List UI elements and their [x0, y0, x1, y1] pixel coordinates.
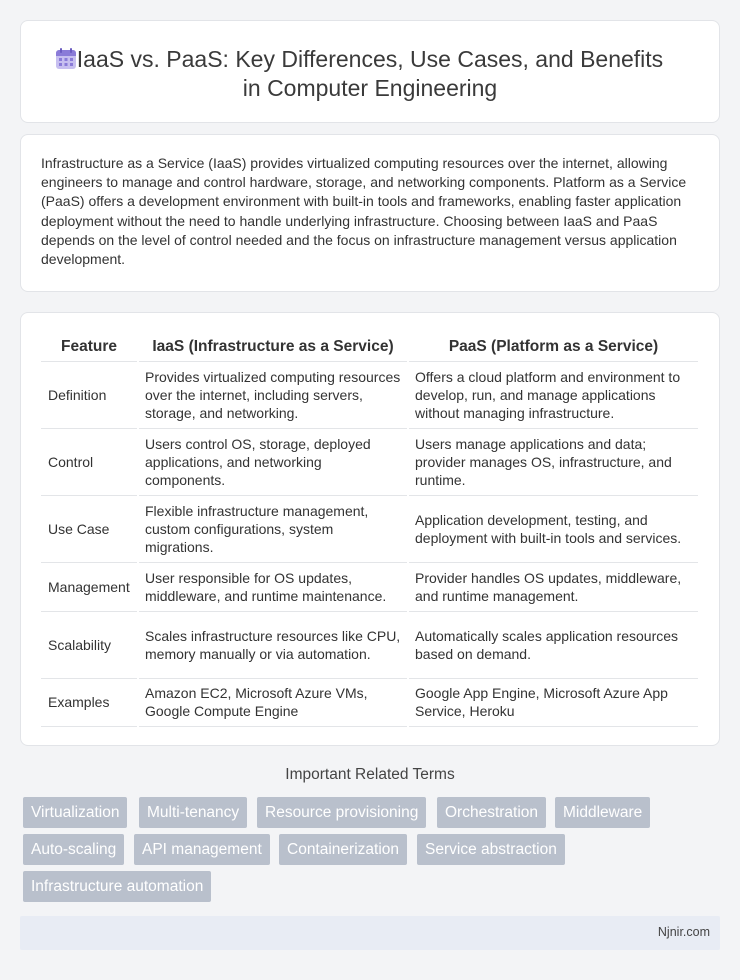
- table-row: [41, 495, 698, 562]
- table-header-row: [41, 333, 698, 361]
- comparison-table: [41, 333, 698, 727]
- feature-cell: Examples: [41, 678, 138, 726]
- table-row: [41, 361, 698, 428]
- term-tag[interactable]: Auto-scaling: [23, 834, 124, 865]
- page-title-line2: in Computer Engineering: [242, 75, 498, 101]
- feature-cell: Scalability: [41, 611, 138, 678]
- page-title: [21, 45, 719, 103]
- table-row: [41, 611, 698, 678]
- term-tag[interactable]: Middleware: [555, 797, 650, 828]
- feature-cell: Definition: [41, 361, 138, 428]
- table-row: [41, 678, 698, 726]
- term-tag[interactable]: API management: [134, 834, 270, 865]
- related-terms-title: Important Related Terms: [285, 766, 455, 783]
- table-row: [41, 562, 698, 611]
- iaas-cell: Provides virtualized computing resources over the internet, including servers, storage, and networking.: [138, 361, 408, 428]
- footer: [20, 916, 720, 950]
- iaas-cell: Amazon EC2, Microsoft Azure VMs, Google Compute Engine: [138, 678, 408, 726]
- intro-paragraph: Infrastructure as a Service (IaaS) provides virtualized computing resources over the internet, allowing engineers to manage and control hardware, storage, and networking components. Platform as a Service (PaaS) offers a development environment with built-in tools and frameworks, enabling faster application deployment without the need to handle underlying infrastructure. Choosing between IaaS and PaaS depends on the level of control needed and the focus on infrastructure management versus application development.: [41, 155, 687, 268]
- term-tag[interactable]: Resource provisioning: [257, 797, 426, 828]
- term-tag[interactable]: Service abstraction: [417, 834, 565, 865]
- title-card: [20, 20, 720, 123]
- term-tag[interactable]: Containerization: [279, 834, 407, 865]
- term-tag[interactable]: Virtualization: [23, 797, 127, 828]
- feature-cell: Control: [41, 428, 138, 495]
- term-tag[interactable]: Multi-tenancy: [139, 797, 247, 828]
- table-row: [41, 428, 698, 495]
- term-tag[interactable]: Infrastructure automation: [23, 871, 211, 902]
- iaas-cell: User responsible for OS updates, middleware, and runtime maintenance.: [138, 562, 408, 611]
- paas-cell: Google App Engine, Microsoft Azure App Service, Heroku: [408, 678, 698, 726]
- intro-card: [20, 134, 720, 292]
- iaas-cell: Scales infrastructure resources like CPU, memory manually or via automation.: [138, 611, 408, 678]
- header-paas: PaaS (Platform as a Service): [408, 333, 698, 361]
- feature-cell: Management: [41, 562, 138, 611]
- paas-cell: Users manage applications and data; provider manages OS, infrastructure, and runtime.: [408, 428, 698, 495]
- header-iaas: IaaS (Infrastructure as a Service): [138, 333, 408, 361]
- paas-cell: Offers a cloud platform and environment to develop, run, and manage applications without managing infrastructure.: [408, 361, 698, 428]
- page-title-line1: IaaS vs. PaaS: Key Differences, Use Cases, and Benefits: [76, 46, 664, 72]
- footer-site-link[interactable]: Njnir.com: [657, 925, 710, 939]
- term-tag[interactable]: Orchestration: [437, 797, 546, 828]
- iaas-cell: Users control OS, storage, deployed applications, and networking components.: [138, 428, 408, 495]
- comparison-table-card: [20, 312, 720, 746]
- paas-cell: Provider handles OS updates, middleware, and runtime management.: [408, 562, 698, 611]
- feature-cell: Use Case: [41, 495, 138, 562]
- header-feature: Feature: [41, 333, 138, 361]
- paas-cell: Automatically scales application resources based on demand.: [408, 611, 698, 678]
- paas-cell: Application development, testing, and deployment with built-in tools and services.: [408, 495, 698, 562]
- iaas-cell: Flexible infrastructure management, custom configurations, system migrations.: [138, 495, 408, 562]
